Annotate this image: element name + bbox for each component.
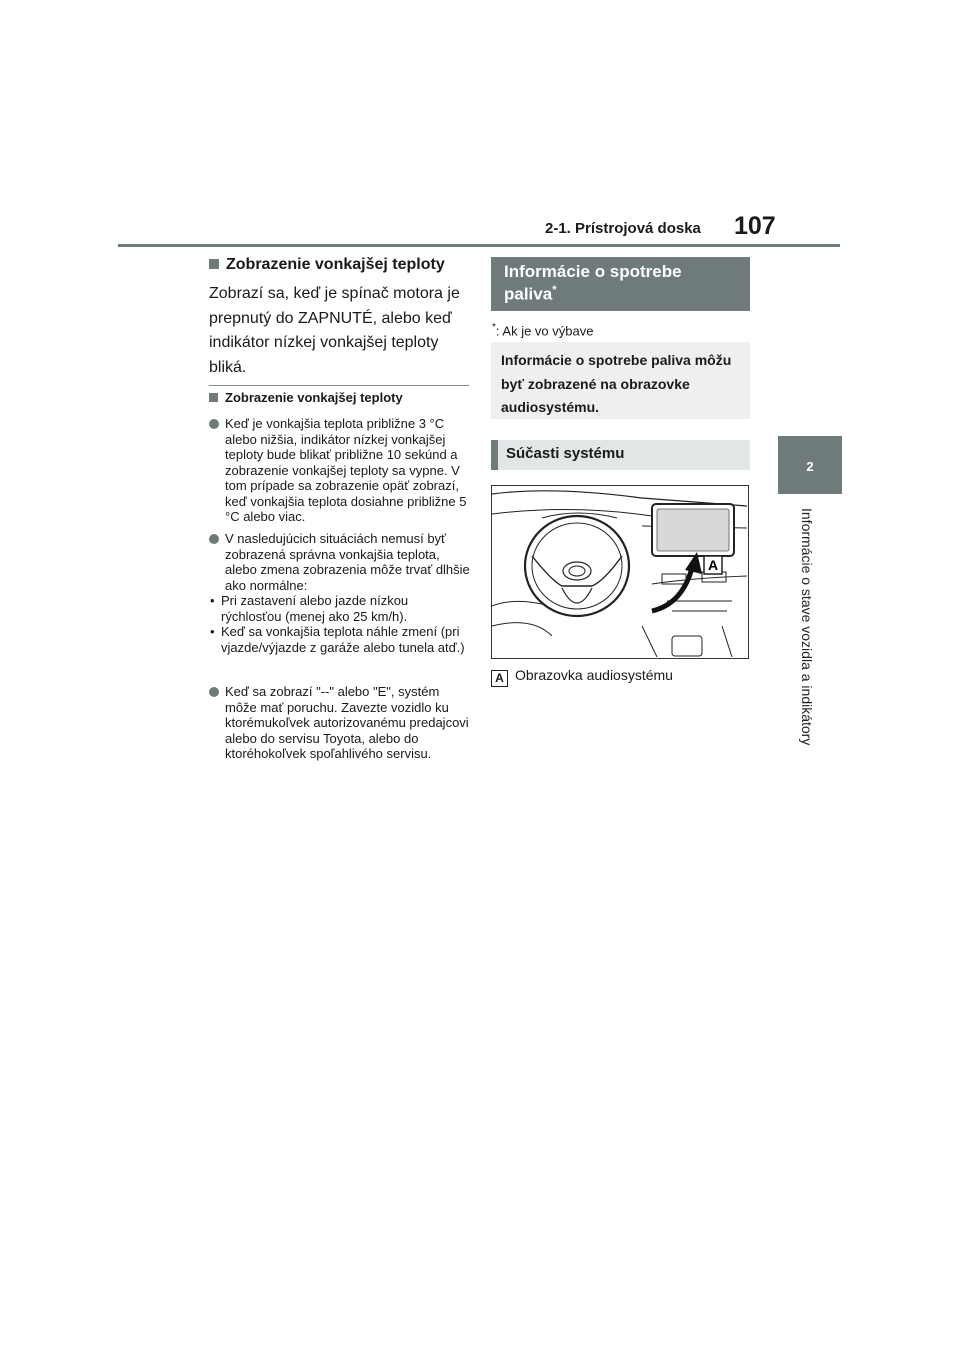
caption-label: A bbox=[491, 670, 508, 687]
chapter-title-vertical: Informácie o stave vozidla a indikátory bbox=[799, 508, 815, 746]
footnote-asterisk: * bbox=[492, 322, 496, 333]
fuel-info-title-box bbox=[491, 257, 750, 311]
square-bullet-icon bbox=[209, 259, 219, 269]
info-box bbox=[491, 342, 750, 419]
footnote-text: : Ak je vo výbave bbox=[495, 323, 594, 339]
sub-item: • Keď sa vonkajšia teplota náhle zmení (pri vjazde/výjazde z garáže alebo tunela atď.) bbox=[209, 624, 471, 655]
note-heading-text: Zobrazenie vonkajšej teploty bbox=[225, 390, 403, 405]
heading-text: Zobrazenie vonkajšej teploty bbox=[226, 256, 445, 273]
bullet-text: Keď sa zobrazí "--" alebo "E", systém môže mať poruchu. Zavezte vozidlo ku ktorémukoľvek autorizovanému predajcovi alebo do servisu Toyota, alebo do ktoréhokoľvek spoľahlivého servisu. bbox=[225, 684, 469, 761]
note-bullet-2 bbox=[209, 531, 471, 655]
heading-accent bbox=[491, 440, 498, 470]
title-line-2: paliva* bbox=[504, 284, 557, 304]
title-line-1: Informácie o spotrebe bbox=[504, 262, 682, 281]
circle-bullet-icon bbox=[209, 687, 219, 697]
note-divider bbox=[209, 385, 469, 386]
bullet-text: V nasledujúcich situáciách nemusí byť zobrazená správna vonkajšia teplota, alebo zmena zobrazenia môže trvať dlhšie ako normálne: bbox=[225, 531, 470, 593]
section-title: 2-1. Prístrojová doska bbox=[545, 220, 701, 237]
info-text: Informácie o spotrebe paliva môžu byť zobrazené na obrazovke audiosystému. bbox=[501, 352, 732, 415]
chapter-tab: 2 bbox=[778, 436, 842, 494]
asterisk-mark: * bbox=[552, 284, 557, 296]
dashboard-drawing bbox=[492, 486, 747, 657]
bullet-text: Keď je vonkajšia teplota približne 3 °C alebo nižšia, indikátor nízkej vonkajšej teploty bude blikať približne 10 sekúnd a zobrazenie vonkajšej teploty sa vypne. V tom prípade sa zobrazenie opäť zobrazí, keď vonkajšia teplota dosiahne približne 5 °C alebo viac. bbox=[225, 416, 467, 524]
sub-item: • Pri zastavení alebo jazde nízkou rýchlosťou (menej ako 25 km/h). bbox=[209, 593, 471, 624]
page-number: 107 bbox=[734, 212, 776, 240]
caption-text: Obrazovka audiosystému bbox=[515, 667, 673, 683]
note-bullet-1 bbox=[209, 416, 471, 525]
outside-temp-paragraph: Zobrazí sa, keď je spínač motora je prepnutý do ZAPNUTÉ, alebo keď indikátor nízkej vonkajšej teploty bliká. bbox=[209, 285, 460, 376]
header-divider bbox=[118, 244, 840, 247]
components-heading: Súčasti systému bbox=[506, 445, 625, 462]
components-heading-bar bbox=[491, 440, 750, 470]
square-bullet-icon bbox=[209, 393, 218, 402]
footnote bbox=[492, 322, 593, 338]
illustration-label: A bbox=[707, 557, 719, 573]
dashboard-illustration bbox=[491, 485, 749, 659]
illustration-caption bbox=[491, 667, 673, 687]
note-heading bbox=[209, 390, 403, 405]
outside-temp-heading bbox=[209, 256, 445, 274]
circle-bullet-icon bbox=[209, 534, 219, 544]
circle-bullet-icon bbox=[209, 419, 219, 429]
note-bullet-3 bbox=[209, 684, 471, 762]
